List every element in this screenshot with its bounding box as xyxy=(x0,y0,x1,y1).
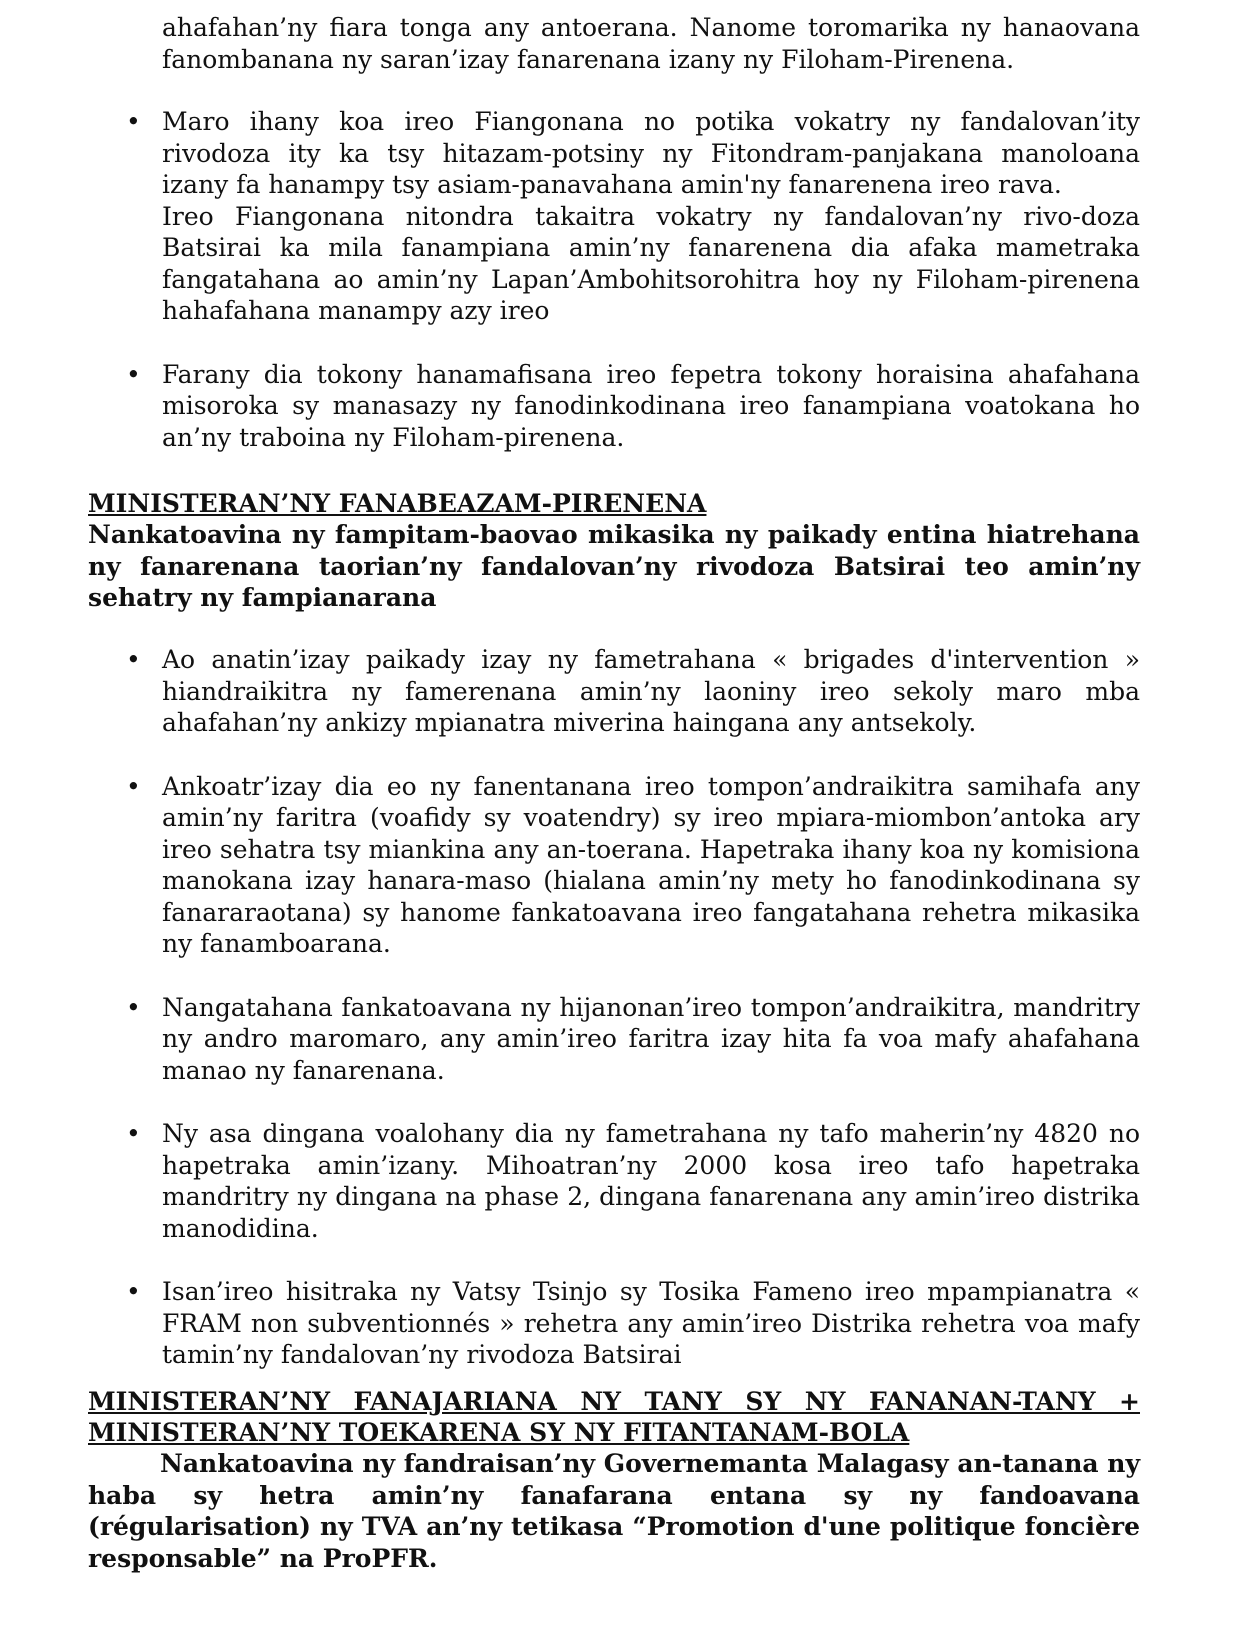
list-item xyxy=(0,106,1240,327)
list-item xyxy=(0,644,1240,739)
bullet-icon: • xyxy=(126,771,141,801)
bullet-text: Maro ihany koa ireo Fiangonana no potika vokatry ny fandalovan’ity rivodoza ity ka tsy hitazam-potsiny ny Fitondram-panjakana manoloana izany fa hanampy tsy asiam-panavahana amin'ny fanarenena ireo rava. xyxy=(162,107,1140,199)
bullet-text: Farany dia tokony hanamafisana ireo fepetra tokony horaisina ahafahana misoroka sy manasazy ny fanodinkodinana ireo fanampiana voatokana ho an’ny traboina ny Filoham-pirenena. xyxy=(162,359,1140,452)
list-item xyxy=(0,359,1240,454)
section3-title-line1: MINISTERAN’NY FANAJARIANA NY TANY SY NY FANANAN-TANY + xyxy=(88,1387,1140,1416)
bullet-icon: • xyxy=(126,1277,141,1306)
bullet-icon: • xyxy=(126,992,141,1022)
section2-title: MINISTERAN’NY FANABEAZAM-PIRENENA xyxy=(88,489,707,518)
bullet-icon: • xyxy=(126,645,141,674)
list-item xyxy=(0,992,1240,1087)
bullet-text: Nangatahana fankatoavana ny hijanonan’ireo tompon’andraikitra, mandritry ny andro maromaro, any amin’ireo faritra izay hita fa voa mafy ahafahana manao ny fanarenana. xyxy=(162,992,1140,1085)
list-item xyxy=(0,1276,1240,1371)
bullet-icon: • xyxy=(126,359,141,389)
bullet-text: Ao anatin’izay paikady izay ny fametrahana « brigades d'intervention » hiandraikitra ny famerenana amin’ny laoniny ireo sekoly maro mba ahafahan’ny ankizy mpianatra miverina haingana any antsekoly. xyxy=(162,645,1140,737)
bullet-text: Isan’ireo hisitraka ny Vatsy Tsinjo sy Tosika Fameno ireo mpampianatra « FRAM non subventionnés » rehetra any amin’ireo Distrika rehetra voa mafy tamin’ny fandalovan’ny rivodoza Batsirai xyxy=(162,1277,1140,1369)
bullet-text: Ny asa dingana voalohany dia ny fametrahana ny tafo maherin’ny 4820 no hapetraka amin’izany. Mihoatran’ny 2000 kosa ireo tafo hapetraka mandritry ny dingana na phase 2, dingana fanarenana any amin’ireo distrika manodidina. xyxy=(162,1119,1140,1243)
section1-bullet-list xyxy=(0,106,1240,453)
section3-title-line2: MINISTERAN’NY TOEKARENA SY NY FITANTANAM-BOLA xyxy=(88,1418,910,1447)
list-item xyxy=(0,771,1240,960)
bullet-icon: • xyxy=(126,107,141,136)
section2-subtitle: Nankatoavina ny fampitam-baovao mikasika ny paikady entina hiatrehana ny fanarenana taorian’ny fandalovan’ny rivodoza Batsirai teo amin’ny sehatry ny fampianarana xyxy=(88,520,1140,612)
section3-body: Nankatoavina ny fandraisan’ny Governemanta Malagasy an-tanana ny haba sy hetra amin’ny fanafarana entana sy ny fandoavana (régularisation) ny TVA an’ny tetikasa “Promotion d'une politique foncière responsable” na ProPFR. xyxy=(88,1449,1140,1573)
section2-bullet-list xyxy=(0,644,1240,1371)
list-item xyxy=(0,1118,1240,1244)
intro-continuation-text: ahafahan’ny fiara tonga any antoerana. Nanome toromarika ny hanaovana fanombanana ny saran’izay fanarenana izany ny Filoham-Pirenena. xyxy=(162,13,1140,74)
bullet-text-continuation: Ireo Fiangonana nitondra takaitra vokatry ny fandalovan’ny rivo-doza Batsirai ka mila fanampiana amin’ny fanarenena dia afaka mametraka fangatahana ao amin’ny Lapan’Ambohitsorohitra hoy ny Filoham-pirenena hahafahana manampy azy ireo xyxy=(162,201,1140,325)
bullet-text: Ankoatr’izay dia eo ny fanentanana ireo tompon’andraikitra samihafa any amin’ny faritra (voafidy sy voatendry) sy ireo mpiara-miombon’antoka ary ireo sehatra tsy miankina any an-toerana. Hapetraka ihany koa ny komisiona manokana izay hanara-maso (hialana amin’ny mety ho fanodinkodinana sy fanararaotana) sy hanome fankatoavana ireo fangatahana rehetra mikasika ny fanamboarana. xyxy=(162,771,1140,958)
bullet-icon: • xyxy=(126,1119,141,1148)
